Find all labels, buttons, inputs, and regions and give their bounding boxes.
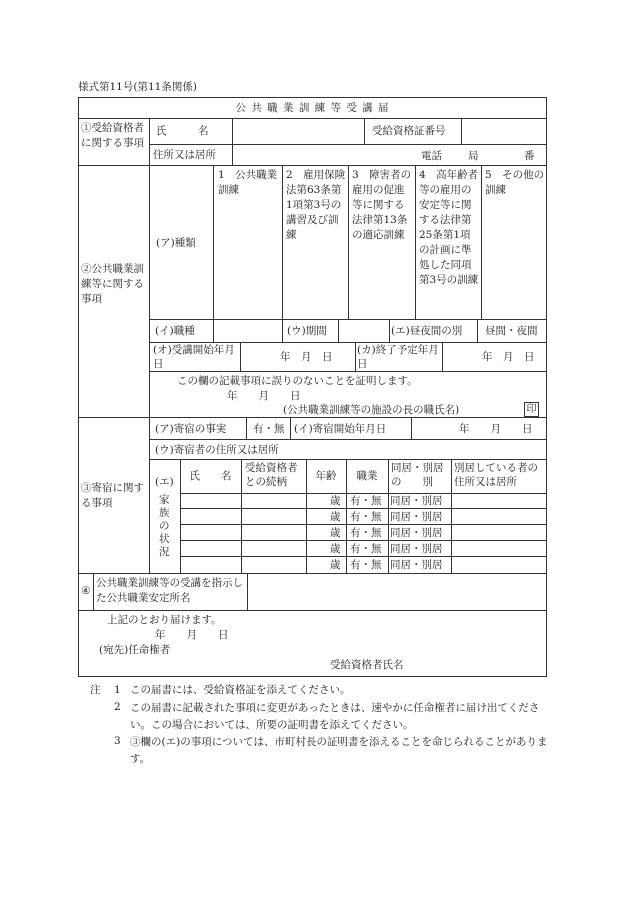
day-night-option[interactable]: 昼間・夜間 bbox=[485, 325, 538, 337]
note-number: 1 bbox=[114, 684, 121, 696]
boarding-fact-label: (ア)寄宿の事実 bbox=[155, 423, 227, 435]
family-job-option[interactable]: 有・無 bbox=[350, 495, 382, 507]
boarding-fact-option[interactable]: 有・無 bbox=[253, 423, 285, 435]
boarding-address-field[interactable] bbox=[300, 441, 545, 457]
start-date-label: (オ)受講開始年月日 bbox=[153, 344, 235, 370]
family-label: (エ) bbox=[155, 476, 174, 488]
applicant-name-label: 受給資格者氏名 bbox=[330, 659, 404, 671]
family-cohabit-option[interactable]: 同居・別居 bbox=[390, 543, 443, 555]
family-age[interactable]: 歳 bbox=[330, 543, 341, 555]
type-option-2[interactable]: 2 雇用保険法第63条第1項第3号の講習及び訓練 bbox=[286, 169, 346, 241]
end-date-field[interactable]: 年 月 日 bbox=[482, 351, 535, 363]
name-field[interactable] bbox=[234, 120, 362, 142]
family-job-option[interactable]: 有・無 bbox=[350, 543, 382, 555]
family-job-option[interactable]: 有・無 bbox=[350, 559, 382, 571]
family-job-option[interactable]: 有・無 bbox=[350, 511, 382, 523]
name-label: 氏 名 bbox=[156, 125, 209, 137]
notes-label: 注 bbox=[90, 684, 101, 696]
section-2-label: ②公共職業訓練等に関する事項 bbox=[81, 263, 144, 305]
type-option-4[interactable]: 4 高年齢者等の雇用の安定等に関する法律第25条第1項の計画に準処した同項第3号の訓練 bbox=[419, 169, 479, 286]
note-text: この届書に記載された事項に変更があったときは、速やかに任命権者に届け出てください。この場合においては、所要の証明書を添えてください。 bbox=[130, 702, 540, 731]
certification-text: この欄の記載事項に誤りのないことを証明します。 bbox=[177, 375, 418, 387]
type-option-5[interactable]: 5 その他の訓練 bbox=[485, 169, 545, 196]
type-option-3[interactable]: 3 障害者の雇用の促進等に関する法律第13条の適応訓練 bbox=[352, 169, 412, 241]
section-3-label: ③寄宿に関する事項 bbox=[81, 482, 144, 509]
family-header-age: 年齢 bbox=[315, 470, 337, 482]
phone-number-label: 番 bbox=[524, 150, 535, 162]
certification-signer: (公共職業訓練等の施設の長の職氏名) bbox=[283, 404, 460, 416]
seal-mark: 印 bbox=[524, 402, 539, 417]
address-label: 住所又は居所 bbox=[153, 149, 216, 161]
family-age[interactable]: 歳 bbox=[330, 495, 341, 507]
section-1-label: ①受給資格者に関する事項 bbox=[81, 122, 144, 149]
family-side-label: 家族の状況 bbox=[159, 494, 170, 558]
cert-number-field[interactable] bbox=[463, 120, 545, 142]
form-number: 様式第11号(第11条関係) bbox=[78, 81, 197, 93]
phone-label: 電話 bbox=[421, 150, 442, 162]
family-cohabit-option[interactable]: 同居・別居 bbox=[390, 559, 443, 571]
family-age[interactable]: 歳 bbox=[330, 559, 341, 571]
family-age[interactable]: 歳 bbox=[330, 527, 341, 539]
employment-office-field[interactable] bbox=[249, 575, 544, 608]
boarding-address-label: (ウ)寄宿者の住所又は居所 bbox=[155, 444, 279, 456]
note-text: ③欄の(エ)の事項については、市町村長の証明書を添えることを命じられることがあります。 bbox=[130, 736, 548, 765]
note-number: 3 bbox=[114, 735, 121, 747]
cert-number-label: 受給資格証番号 bbox=[372, 125, 446, 137]
end-date-label: (カ)終了予定年月日 bbox=[357, 344, 439, 370]
address-field[interactable] bbox=[234, 146, 414, 164]
family-header-relation: 受給資格者との続柄 bbox=[245, 462, 298, 488]
note-text: この届書には、受給資格証を添えてください。 bbox=[130, 684, 351, 696]
family-header-cohabit: 同居・別居の 別 bbox=[391, 462, 444, 488]
period-label: (ウ)期間 bbox=[287, 325, 327, 337]
family-age[interactable]: 歳 bbox=[330, 511, 341, 523]
submission-date[interactable]: 年 月 日 bbox=[155, 629, 229, 641]
family-cohabit-option[interactable]: 同居・別居 bbox=[390, 495, 443, 507]
boarding-start-label: (イ)寄宿開始年月日 bbox=[294, 423, 387, 435]
type-option-1[interactable]: 1 公共職業訓練 bbox=[218, 169, 278, 196]
family-header-separate-address: 別居している者の住所又は居所 bbox=[454, 462, 538, 488]
boarding-start-date[interactable]: 年 月 日 bbox=[459, 423, 533, 435]
job-type-label: (イ)職種 bbox=[155, 325, 195, 337]
form-title: 公 共 職 業 訓 練 等 受 講 届 bbox=[235, 102, 390, 114]
section-4-label: ④ bbox=[81, 585, 91, 597]
type-label: (ア)種類 bbox=[156, 237, 196, 249]
family-cohabit-option[interactable]: 同居・別居 bbox=[390, 527, 443, 539]
period-field[interactable] bbox=[340, 321, 387, 340]
family-cohabit-option[interactable]: 同居・別居 bbox=[390, 511, 443, 523]
note-number: 2 bbox=[114, 701, 121, 713]
day-night-label: (エ)昼夜間の別 bbox=[391, 325, 463, 337]
family-header-name: 氏 名 bbox=[189, 470, 232, 482]
certification-date[interactable]: 年 月 日 bbox=[227, 390, 301, 402]
employment-office-label: 公共職業訓練等の受講を指示した公共職業安定所名 bbox=[96, 577, 243, 604]
family-job-option[interactable]: 有・無 bbox=[350, 527, 382, 539]
family-header-job: 職業 bbox=[356, 470, 378, 482]
phone-exchange-label: 局 bbox=[468, 150, 479, 162]
declaration-text: 上記のとおり届けます。 bbox=[107, 614, 222, 626]
addressee: (宛先)任命権者 bbox=[99, 644, 171, 656]
job-type-field[interactable] bbox=[215, 321, 280, 340]
start-date-field[interactable]: 年 月 日 bbox=[280, 351, 333, 363]
